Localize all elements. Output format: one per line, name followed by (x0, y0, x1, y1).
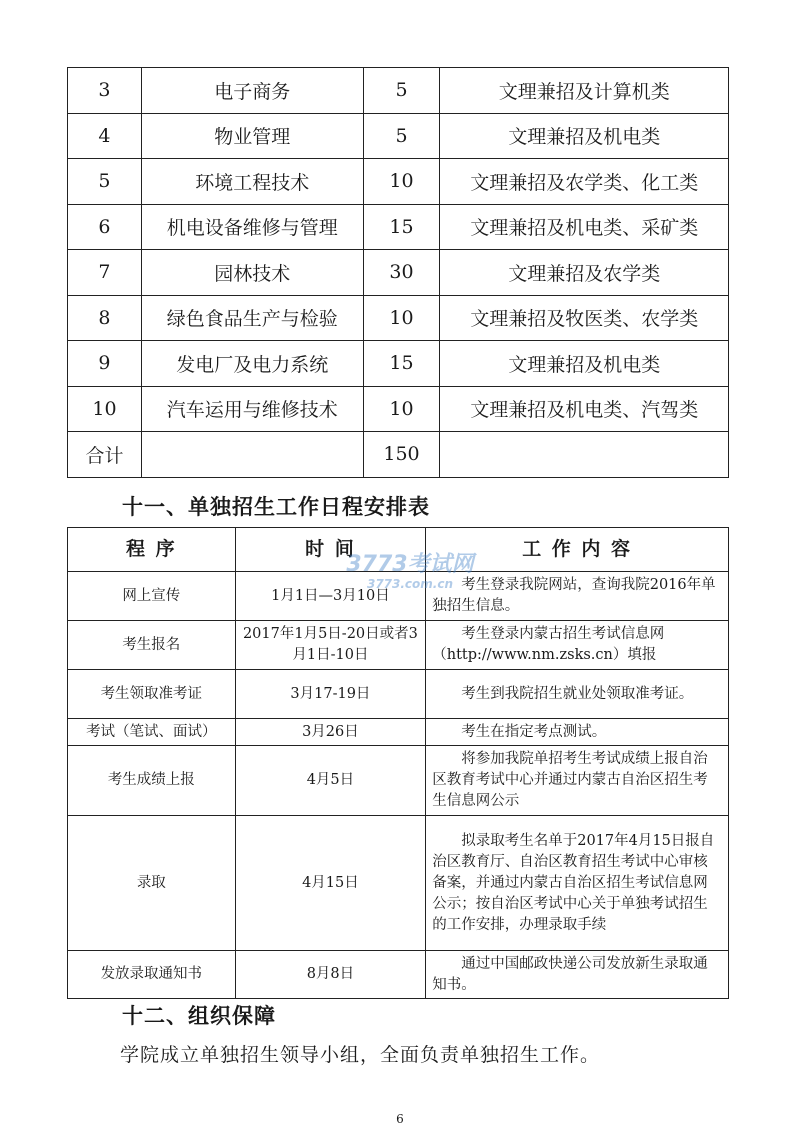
time-cell: 4月5日 (235, 746, 426, 816)
major-name: 绿色食品生产与检验 (141, 295, 363, 341)
major-name: 发电厂及电力系统 (141, 341, 363, 387)
enrollment-note: 文理兼招及牧医类、农学类 (440, 295, 729, 341)
procedure-cell: 考生成绩上报 (68, 746, 236, 816)
table-row (68, 746, 729, 816)
enrollment-count: 15 (363, 341, 440, 387)
section-11-heading: 十一、单独招生工作日程安排表 (122, 495, 430, 519)
enrollment-note: 文理兼招及农学类、化工类 (440, 159, 729, 205)
total-label: 合计 (68, 432, 142, 478)
time-cell: 8月8日 (235, 951, 426, 999)
enrollment-note: 文理兼招及机电类、汽驾类 (440, 386, 729, 432)
enrollment-note: 文理兼招及农学类 (440, 250, 729, 296)
row-number: 9 (68, 341, 142, 387)
procedure-cell: 考试（笔试、面试） (68, 719, 236, 746)
major-name: 物业管理 (141, 113, 363, 159)
table-row (68, 250, 729, 296)
procedure-cell: 网上宣传 (68, 572, 236, 621)
total-row (68, 432, 729, 478)
major-name: 环境工程技术 (141, 159, 363, 205)
watermark-main: 3773考试网 (346, 552, 474, 577)
total-major (141, 432, 363, 478)
row-number: 10 (68, 386, 142, 432)
section-12-paragraph: 学院成立单独招生领导小组，全面负责单独招生工作。 (120, 1044, 601, 1066)
row-number: 7 (68, 250, 142, 296)
table-row (68, 951, 729, 999)
time-cell: 1月1日—3月10日 (235, 572, 426, 621)
content-cell: 拟录取考生名单于2017年4月15日报自治区教育厅、自治区教育招生考试中心审核备案，并通过内蒙古自治区招生考试信息网公示；按自治区考试中心关于单独考试招生的工作安排，办理录取手续 (426, 816, 729, 951)
time-cell: 3月17-19日 (235, 670, 426, 719)
major-name: 机电设备维修与管理 (141, 204, 363, 250)
row-number: 6 (68, 204, 142, 250)
content-cell: 考生登录我院网站，查询我院2016年单独招生信息。 (426, 572, 729, 621)
major-name: 电子商务 (141, 68, 363, 114)
watermark-sub: 3773.com.cn (366, 577, 454, 591)
page-number: 6 (396, 1112, 404, 1126)
major-name: 园林技术 (141, 250, 363, 296)
content-cell: 通过中国邮政快递公司发放新生录取通知书。 (426, 951, 729, 999)
content-cell: 考生在指定考点测试。 (426, 719, 729, 746)
enrollment-count: 15 (363, 204, 440, 250)
total-note (440, 432, 729, 478)
content-cell: 考生到我院招生就业处领取准考证。 (426, 670, 729, 719)
row-number: 5 (68, 159, 142, 205)
enrollment-note: 文理兼招及机电类 (440, 341, 729, 387)
content-cell: 将参加我院单招考生考试成绩上报自治区教育考试中心并通过内蒙古自治区招生考生信息网公示 (426, 746, 729, 816)
procedure-cell: 考生领取准考证 (68, 670, 236, 719)
row-number: 3 (68, 68, 142, 114)
header-content: 工 作 内 容 (426, 528, 729, 572)
table-row (68, 621, 729, 670)
enrollment-note: 文理兼招及计算机类 (440, 68, 729, 114)
table-header-row (68, 528, 729, 572)
table-row (68, 816, 729, 951)
table-row (68, 68, 729, 114)
enrollment-count: 10 (363, 295, 440, 341)
row-number: 4 (68, 113, 142, 159)
time-cell: 3月26日 (235, 719, 426, 746)
procedure-cell: 发放录取通知书 (68, 951, 236, 999)
schedule-table (67, 527, 729, 999)
content-cell: 考生登录内蒙古招生考试信息网（http://www.nm.zsks.cn）填报 (426, 621, 729, 670)
enrollment-count: 5 (363, 68, 440, 114)
enrollment-count: 10 (363, 386, 440, 432)
table-row (68, 719, 729, 746)
table-row (68, 341, 729, 387)
enrollment-note: 文理兼招及机电类、采矿类 (440, 204, 729, 250)
enrollment-count: 5 (363, 113, 440, 159)
enrollment-note: 文理兼招及机电类 (440, 113, 729, 159)
table-row (68, 159, 729, 205)
table-row (68, 295, 729, 341)
time-cell: 2017年1月5日-20日或者3月1日-10日 (235, 621, 426, 670)
table-row (68, 204, 729, 250)
procedure-cell: 考生报名 (68, 621, 236, 670)
header-time: 时 间 (235, 528, 426, 572)
majors-table (67, 67, 729, 478)
table-row (68, 386, 729, 432)
table-row (68, 670, 729, 719)
table-row (68, 113, 729, 159)
table-row (68, 572, 729, 621)
time-cell: 4月15日 (235, 816, 426, 951)
procedure-cell: 录取 (68, 816, 236, 951)
section-12-heading: 十二、组织保障 (122, 1004, 276, 1028)
header-procedure: 程 序 (68, 528, 236, 572)
major-name: 汽车运用与维修技术 (141, 386, 363, 432)
enrollment-count: 30 (363, 250, 440, 296)
row-number: 8 (68, 295, 142, 341)
enrollment-count: 10 (363, 159, 440, 205)
total-count: 150 (363, 432, 440, 478)
